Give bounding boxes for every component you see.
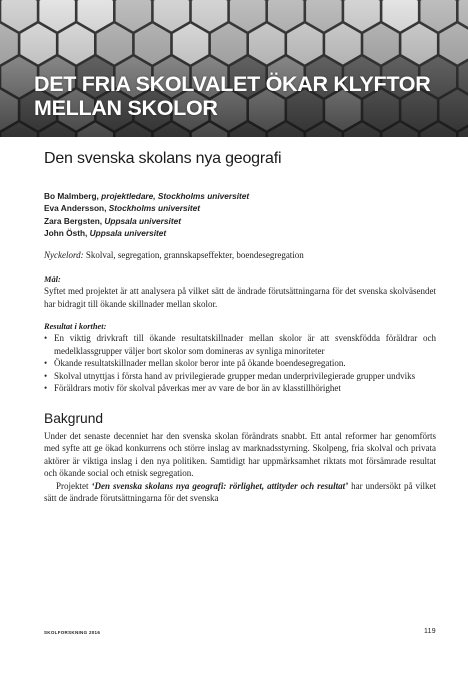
section-body	[44, 430, 436, 505]
author-affiliation: Uppsala universitet	[104, 215, 181, 226]
page-number: 119	[423, 628, 436, 635]
page-title: DET FRIA SKOLVALET ÖKAR KLYFTOR MELLAN SKOLOR	[34, 72, 431, 120]
list-item	[44, 357, 436, 370]
header-banner	[0, 0, 468, 137]
list-item	[44, 332, 436, 357]
body-paragraph	[44, 480, 436, 505]
body-paragraph: Under det senaste decenniet har den svenska skolan förändrats snabbt. Ett antal reformer har genomförts med syfte att ge ökad konkurrens och större inslag av marknadsstyrning. Skolpeng, fria skolval och privata aktörer är viktiga inslag i den nya politiken. Samtidigt har uppmärksamhet riktats mot försämrade resultat och ökande social och etnisk segregation.	[44, 430, 436, 479]
goal-block	[44, 275, 436, 310]
list-item-text: Skolval utnyttjas i första hand av privilegierade grupper medan underprivilegierade grupper undviks	[54, 370, 416, 381]
article-subtitle: Den svenska skolans nya geografi	[44, 150, 282, 167]
author-name: Bo Malmberg,	[44, 191, 99, 201]
author-line	[44, 227, 436, 239]
author-name: Zara Bergsten,	[44, 215, 103, 226]
list-item-text: Ökande resultatskillnader mellan skolor beror inte på ökande boendesegregation.	[54, 358, 346, 369]
author-affiliation: Uppsala universitet	[89, 227, 167, 238]
list-item	[44, 382, 436, 395]
bullet-icon: •	[44, 358, 48, 369]
goal-label: Mål:	[44, 275, 61, 285]
bullet-icon: •	[44, 370, 48, 381]
project-title-emphasis: ‘Den svenska skolans nya geografi: rörlighet, attityder och resultat’	[91, 480, 349, 491]
list-item-text: En viktig drivkraft till ökande resultatskillnader mellan skolor är att svenskfödda föräldrar och medelklassgrupper väljer bort skolor som domineras av synliga minoriteter	[54, 333, 436, 356]
section-heading: Bakgrund	[44, 410, 104, 426]
footer-publication: SKOLFORSKNING 2016	[44, 630, 101, 635]
list-item	[44, 370, 436, 383]
list-item-text: Föräldrars motiv för skolval påverkas mer av vare de bor än av klasstillhörighet	[54, 383, 341, 394]
bullet-icon: •	[44, 383, 48, 394]
page-footer	[44, 630, 436, 640]
paragraph-text: har undersökt på vilket sätt de ändrade förutsättningarna för det svenska	[44, 480, 436, 504]
article-content	[44, 150, 436, 505]
results-list	[44, 332, 436, 395]
keywords	[44, 249, 436, 261]
author-affiliation: projektledare, Stockholms universitet	[101, 191, 250, 201]
goal-text: Syftet med projektet är att analysera på vilket sätt de ändrade förutsättningarna för det svenska skolväsendet har bidragit till ökande skillnader mellan skolor.	[44, 286, 436, 309]
author-name: Eva Andersson,	[44, 203, 107, 214]
keywords-text: Skolval, segregation, grannskapseffekter, boendesegregation	[85, 250, 304, 261]
author-list	[44, 190, 436, 239]
author-line	[44, 202, 436, 214]
author-affiliation: Stockholms universitet	[108, 203, 201, 214]
keywords-label: Nyckelord:	[44, 250, 84, 261]
results-block	[44, 322, 436, 395]
author-line	[44, 190, 436, 202]
results-label: Resultat i korthet:	[44, 322, 107, 332]
author-line	[44, 215, 436, 227]
author-name: John Östh,	[44, 227, 88, 238]
paragraph-text: Projektet	[56, 480, 92, 491]
bullet-icon: •	[44, 333, 48, 344]
